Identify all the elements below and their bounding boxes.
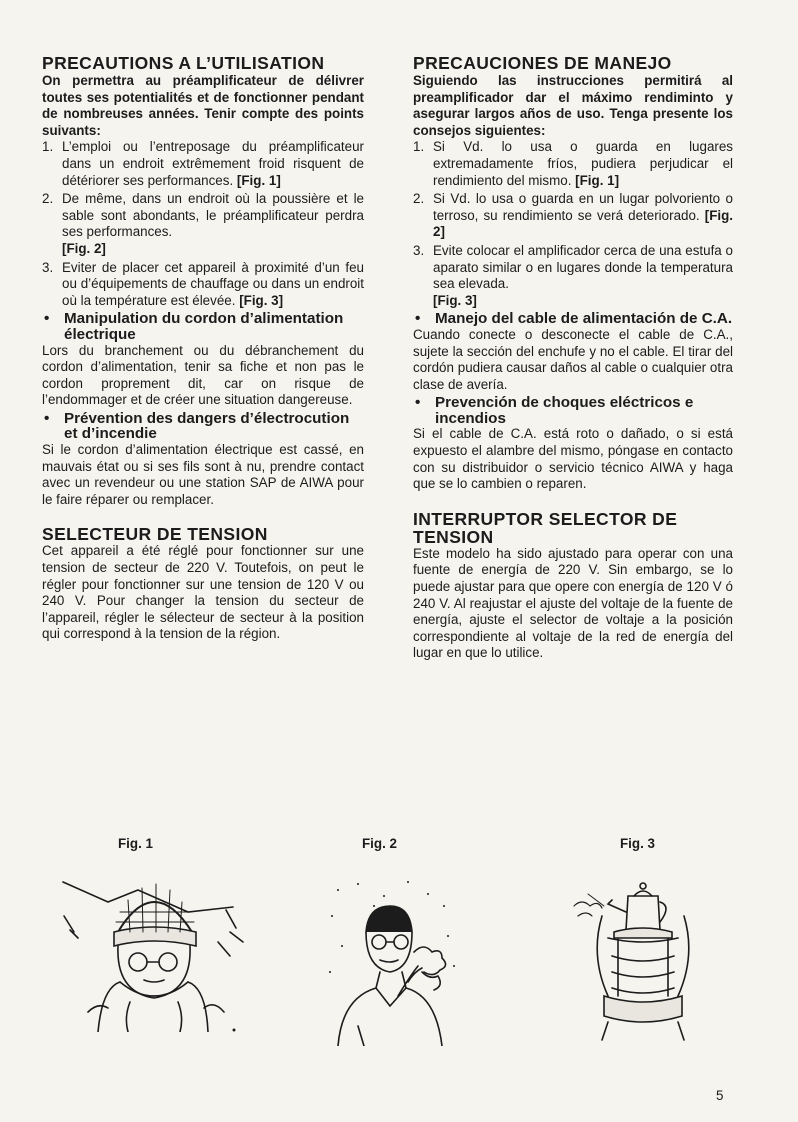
precauciones-list: [413, 139, 733, 309]
section-title-interruptor: INTERRUPTOR SELECTOR DE TENSION: [413, 508, 678, 547]
bullet-icon: •: [415, 394, 421, 412]
section-title-voltage: SELECTEUR DE TENSION: [42, 524, 268, 545]
intro-text: Siguiendo las instrucciones permitirá al preamplificador dar el máximo rendiminto y asegurar largos años de uso. Tenga presente los consejos siguientes:: [413, 73, 733, 138]
bullet-icon: •: [44, 409, 50, 427]
bullet-icon: •: [415, 310, 421, 328]
voltage-text: Cet appareil a été réglé pour fonctionner sur une tension de secteur de 220 V. Toutefois, on peut le régler pour fonctionner sur une tension de 120 V ou 240 V. Pour changer la tension du secteur de l’appareil, régler le sélecteur de secteur à la position qui correspond à la tension de la région.: [42, 543, 364, 642]
subheading-choques: • Prevención de choques eléctricos e incendios: [415, 394, 694, 427]
subheading-cable: • Manejo del cable de alimentación de C.A.: [415, 310, 733, 328]
list-item: 3. Evite colocar el amplificador cerca de una estufa o aparato similar o en lugares donde la temperatura sea elevada. [Fig. 3]: [413, 242, 733, 308]
bullet-icon: •: [44, 310, 50, 328]
list-item: 2. De même, dans un endroit où la poussière et le sable sont abondants, le préamplificateur perdra ses performances. [Fig. 2]: [42, 191, 364, 256]
list-item: 2. Si Vd. lo usa o guarda en un lugar polvoriento o terroso, su rendimiento se verá deteriorado. [Fig. 2]: [413, 191, 733, 240]
intro-text: On permettra au préamplificateur de délivrer toutes ses potentialités et de fonctionner pendant de nombreuses années. Tenir compte des points suivants:: [42, 73, 364, 138]
fig3-label: Fig. 3: [620, 836, 655, 851]
shock-text: Si le cordon d’alimentation électrique est cassé, en mauvais état ou si ses fils sont à nu, prendre contact avec un revendeur ou une station SAP de AIWA pour le faire réparer ou remplacer.: [42, 442, 364, 507]
heater-kettle-illustration: [568, 876, 708, 1046]
cable-text: Cuando conecte o desconecte el cable de C.A., sujete la sección del enchufe y no el cable. El tirar del cordón pudiera causar daños al cable o cualquier otra clase de avería.: [413, 326, 733, 392]
list-item: 1. Si Vd. lo usa o guarda en lugares extremadamente fríos, pudiera perjudicar el rendimiento del mismo. [Fig. 1]: [413, 139, 733, 188]
list-item: 1. L’emploi ou l’entreposage du préamplificateur dans un endroit extrêmement froid risquent de détériorer ses performances. [Fig. 1]: [42, 139, 364, 188]
fig2-label: Fig. 2: [362, 836, 397, 851]
subheading-cord: • Manipulation du cordon d’alimentation électrique: [44, 310, 344, 343]
french-column: [42, 54, 364, 643]
section-title-precautions: PRECAUTIONS A L’UTILISATION: [42, 53, 325, 73]
precautions-list: [42, 139, 364, 309]
interruptor-text: Este modelo ha sido ajustado para operar con una fuente de energía de 220 V. Sin embargo, se lo puede ajustar para que opere con energía de 120 V ó 240 V. Al reajustar el ajuste del voltaje de la fuente de energía, ajuste el selector de voltaje a la posición correspondiente al voltaje de la red de energía del lugar en que lo utilice.: [413, 545, 733, 661]
cold-person-illustration: [58, 872, 248, 1032]
dusty-person-illustration: [318, 876, 468, 1046]
fig1-label: Fig. 1: [118, 836, 153, 851]
page-number: 5: [716, 1088, 724, 1103]
section-title-precauciones: PRECAUCIONES DE MANEJO: [413, 53, 672, 73]
spanish-column: [413, 54, 733, 662]
subheading-shock: • Prévention des dangers d’électrocution et d’incendie: [44, 409, 350, 443]
cord-text: Lors du branchement ou du débranchement du cordon d’alimentation, tenir sa fiche et non pas le cordon proprement dit, car on risque de l’endommager et de créer une situation dangereuse.: [42, 342, 364, 408]
list-item: 3. Eviter de placer cet appareil à proximité d’un feu ou d’équipements de chauffage ou dans un endroit où la température est élevée. [Fig. 3]: [42, 259, 364, 308]
choques-text: Si el cable de C.A. está roto o dañado, o si está expuesto el alambre del mismo, póngase en contacto con su distribuidor o servicio técnico AIWA y haga que se lo cambien o reparen.: [413, 426, 733, 492]
